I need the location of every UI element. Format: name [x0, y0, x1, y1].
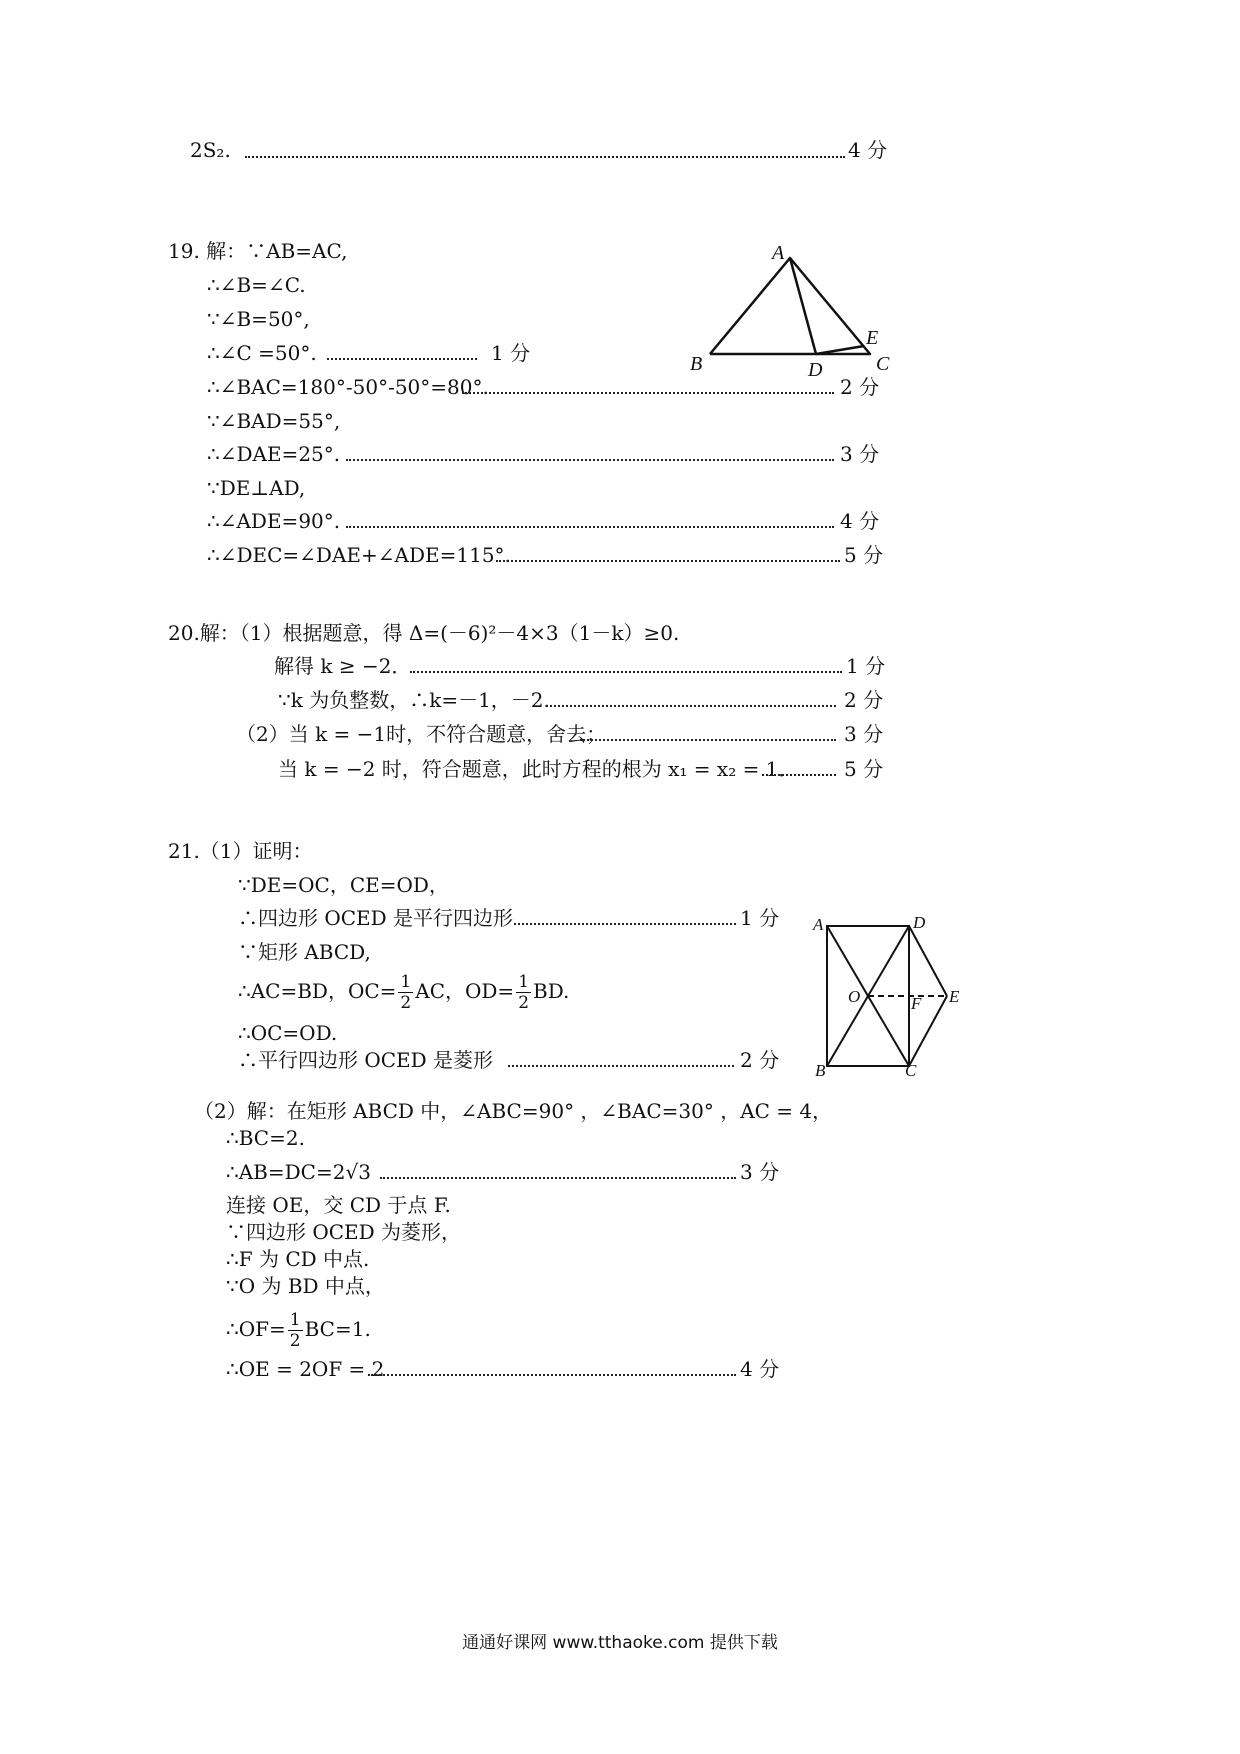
q19-line: ∵∠B=50°,: [207, 307, 310, 331]
q21-line: ∵矩形 ABCD,: [238, 940, 371, 964]
q21-line: ∵四边形 OCED 为菱形，: [226, 1220, 462, 1244]
q19-line: 19. 解：∵AB=AC,: [168, 239, 348, 263]
score-points: 5 分: [844, 757, 884, 781]
q21-text: ∴OF=: [226, 1317, 286, 1341]
q21-fraction-line: [226, 1306, 371, 1352]
leader-dots: [580, 739, 836, 741]
label-c: C: [905, 1061, 917, 1080]
leader-dots: [462, 392, 834, 394]
score-points: 2 分: [740, 1048, 780, 1072]
score-points: 1 分: [491, 341, 531, 365]
fraction-half: [288, 1310, 303, 1351]
leader-dots: [508, 1065, 734, 1067]
score-points: 5 分: [844, 543, 884, 567]
label-d: D: [808, 359, 823, 381]
q19-line: ∴∠BAC=180°-50°-50°=80°.: [207, 375, 489, 399]
score-points: 2 分: [844, 688, 884, 712]
q19-line: ∴∠ADE=90°.: [207, 509, 341, 533]
top-line-text: 2S₂.: [190, 138, 231, 162]
q21-line: ∵O 为 BD 中点，: [226, 1274, 385, 1298]
q19-line: ∴∠B=∠C.: [207, 273, 306, 297]
score-points: 4 分: [740, 1357, 780, 1381]
rhombus-rectangle-figure: [805, 908, 975, 1080]
label-b: B: [690, 353, 703, 375]
q21-text: BC=1.: [304, 1317, 371, 1341]
q21-line: 21.（1）证明：: [168, 839, 313, 863]
fraction-denominator: 2: [289, 1331, 301, 1351]
leader-dots: [327, 358, 477, 360]
q21-line: ∴F 为 CD 中点.: [226, 1247, 370, 1271]
q19-line: ∵∠BAD=55°,: [207, 409, 341, 433]
q21-text: ∴AC=BD，OC=: [238, 979, 397, 1003]
q21-line: ∵DE=OC，CE=OD，: [238, 873, 449, 897]
q21-line: ∴AB=DC=2√3: [226, 1160, 371, 1184]
label-f: F: [911, 994, 922, 1013]
q21-line: ∴OC=OD.: [238, 1021, 338, 1045]
label-e: E: [949, 987, 960, 1006]
triangle-figure: [680, 236, 900, 386]
score-points: 3 分: [740, 1160, 780, 1184]
q20-line: 当 k = −2 时，符合题意，此时方程的根为 x₁ = x₂ = 1．: [278, 757, 799, 781]
q21-line: ∴平行四边形 OCED 是菱形: [238, 1048, 494, 1072]
q20-line: 解得 k ≥ −2．: [274, 654, 412, 678]
fraction-denominator: 2: [518, 993, 530, 1013]
score-points: 3 分: [840, 442, 880, 466]
label-e: E: [866, 327, 879, 349]
leader-dots: [762, 774, 836, 776]
q21-line: ∴OE = 2OF = 2: [226, 1357, 385, 1381]
fraction-numerator: 1: [518, 972, 530, 992]
label-d: D: [913, 913, 926, 932]
q21-line: ∴BC=2.: [226, 1126, 305, 1150]
leader-dots: [496, 560, 840, 562]
leader-dots: [245, 156, 845, 158]
label-a: A: [772, 242, 785, 264]
q19-line: ∴∠DAE=25°.: [207, 442, 341, 466]
q21-text: BD.: [533, 979, 570, 1003]
leader-dots: [368, 1374, 736, 1376]
score-points: 1 分: [846, 654, 886, 678]
fraction-half: [516, 972, 531, 1013]
fraction-numerator: 1: [400, 972, 412, 992]
q19-line: ∴∠C =50°.: [207, 341, 317, 365]
label-c: C: [876, 353, 890, 375]
q20-line: ∵k 为负整数，∴k=－1，－2.: [278, 688, 550, 712]
leader-dots: [546, 705, 836, 707]
score-points: 3 分: [844, 722, 884, 746]
score-points: 4 分: [848, 138, 888, 162]
fraction-numerator: 1: [289, 1310, 301, 1330]
label-o: O: [848, 987, 861, 1006]
label-b: B: [815, 1061, 826, 1080]
q20-line: （2）当 k = −1时，不符合题意，舍去；: [236, 722, 607, 746]
q21-line: 连接 OE，交 CD 于点 F.: [226, 1193, 451, 1217]
q19-line: ∵DE⊥AD,: [207, 476, 306, 500]
leader-dots: [410, 671, 842, 673]
q19-line: ∴∠DEC=∠DAE+∠ADE=115°.: [207, 543, 511, 567]
footer-source: 通通好课网 www.tthaoke.com 提供下载: [462, 1633, 778, 1653]
q21-line: ∴四边形 OCED 是平行四边形: [238, 906, 514, 930]
score-points: 4 分: [840, 509, 880, 533]
q21-fraction-line: [238, 968, 569, 1014]
score-points: 1 分: [740, 906, 780, 930]
q21-text: AC，OD=: [415, 979, 515, 1003]
fraction-denominator: 2: [400, 993, 412, 1013]
fraction-half: [398, 972, 413, 1013]
leader-dots: [514, 923, 736, 925]
leader-dots: [346, 526, 834, 528]
leader-dots: [380, 1177, 736, 1179]
label-a: A: [813, 915, 824, 934]
leader-dots: [346, 459, 834, 461]
q20-line: 20.解：（1）根据题意，得 Δ=(－6)²－4×3（1－k）≥0.: [168, 621, 680, 645]
score-points: 2 分: [840, 375, 880, 399]
q21-line: （2）解：在矩形 ABCD 中，∠ABC=90° ，∠BAC=30° ，AC = 4，: [194, 1099, 833, 1123]
